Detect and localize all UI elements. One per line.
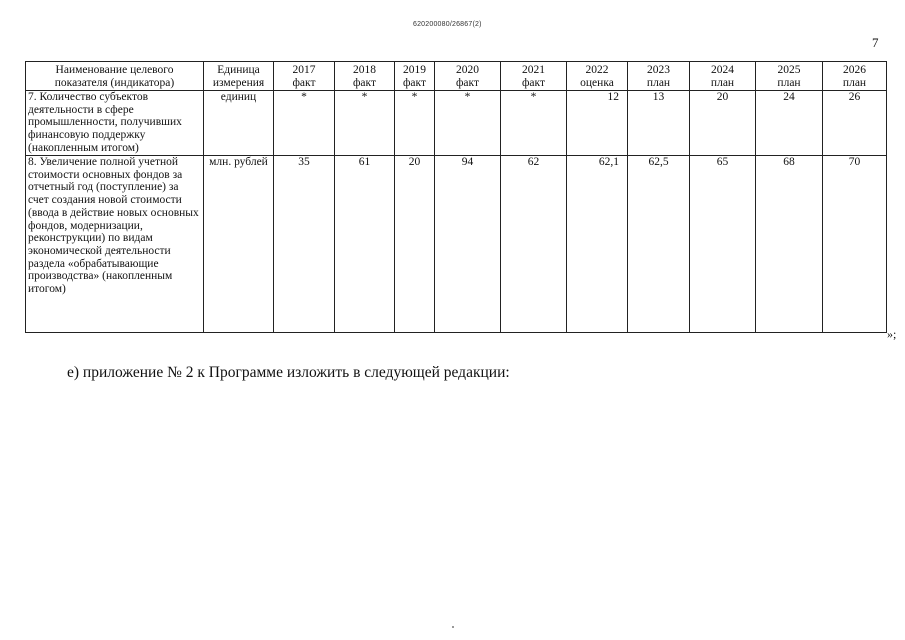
quote-end-mark: »; xyxy=(887,327,897,341)
header-kind: план xyxy=(842,76,867,89)
header-year: 2019 xyxy=(403,63,426,76)
indicator-value: 62,5 xyxy=(628,156,690,333)
indicator-value: 61 xyxy=(335,156,395,333)
indicator-unit: единиц xyxy=(204,91,274,156)
table-row xyxy=(26,91,887,156)
indicator-name: 7. Количество субъектов деятельности в сфере промышленности, получивших финансовую поддержку (накопленным итогом) xyxy=(26,91,204,156)
indicator-value: * xyxy=(395,91,435,156)
indicator-value: 94 xyxy=(435,156,501,333)
header-year-cell xyxy=(501,62,567,91)
indicator-value: 68 xyxy=(756,156,823,333)
amendment-paragraph: е) приложение № 2 к Программе изложить в следующей редакции: xyxy=(67,364,510,381)
header-year: 2022 xyxy=(585,63,609,76)
indicator-value: 70 xyxy=(823,156,887,333)
indicator-value: 65 xyxy=(690,156,756,333)
header-year: 2023 xyxy=(647,63,670,76)
page-number: 7 xyxy=(872,35,879,50)
header-kind: факт xyxy=(455,76,480,89)
header-year-cell xyxy=(823,62,887,91)
header-year: 2024 xyxy=(711,63,734,76)
document-id: 620200080/26867(2) xyxy=(413,21,482,28)
indicators-table xyxy=(25,61,887,333)
indicator-value: * xyxy=(335,91,395,156)
header-kind: план xyxy=(777,76,801,89)
header-year: 2026 xyxy=(843,63,866,76)
header-year-cell xyxy=(335,62,395,91)
header-kind: план xyxy=(710,76,735,89)
indicator-value: 62 xyxy=(501,156,567,333)
header-year: 2021 xyxy=(522,63,545,76)
header-year: 2018 xyxy=(353,63,376,76)
header-year-cell xyxy=(274,62,335,91)
indicator-value: 62,1 xyxy=(567,156,628,333)
indicator-unit: млн. рублей xyxy=(204,156,274,333)
header-kind: факт xyxy=(292,76,316,89)
indicator-value: 12 xyxy=(567,91,628,156)
header-year-cell xyxy=(567,62,628,91)
header-kind: факт xyxy=(352,76,377,89)
indicator-name: 8. Увеличение полной учетной стоимости основных фондов за отчетный год (поступление) за счет создания новой стоимости (ввода в действие новых основных фондов, модернизации, реконструкции) по видам экономической деятельности раздела «обрабатывающие производства» (накопленным итогом) xyxy=(26,156,204,333)
indicator-value: 35 xyxy=(274,156,335,333)
header-year: 2025 xyxy=(777,63,801,76)
indicator-value: 20 xyxy=(395,156,435,333)
header-year-cell xyxy=(395,62,435,91)
indicator-value: * xyxy=(501,91,567,156)
table-header-row xyxy=(26,62,887,91)
header-year-cell xyxy=(690,62,756,91)
header-kind: факт xyxy=(521,76,546,89)
header-year: 2020 xyxy=(456,63,479,76)
header-year-cell xyxy=(628,62,690,91)
indicator-value: * xyxy=(435,91,501,156)
header-kind: оценка xyxy=(580,76,614,89)
indicator-value: 20 xyxy=(690,91,756,156)
header-year-cell xyxy=(756,62,823,91)
header-name: Наименование целевого показателя (индикатора) xyxy=(26,62,204,91)
header-year-cell xyxy=(435,62,501,91)
indicator-value: 24 xyxy=(756,91,823,156)
header-kind: факт xyxy=(402,76,427,89)
table-row xyxy=(26,156,887,333)
scan-speck xyxy=(452,626,454,628)
indicator-value: 13 xyxy=(628,91,690,156)
header-kind: план xyxy=(646,76,671,89)
header-year: 2017 xyxy=(292,63,316,76)
header-unit: Единица измерения xyxy=(204,62,274,91)
indicator-value: 26 xyxy=(823,91,887,156)
indicator-value: * xyxy=(274,91,335,156)
